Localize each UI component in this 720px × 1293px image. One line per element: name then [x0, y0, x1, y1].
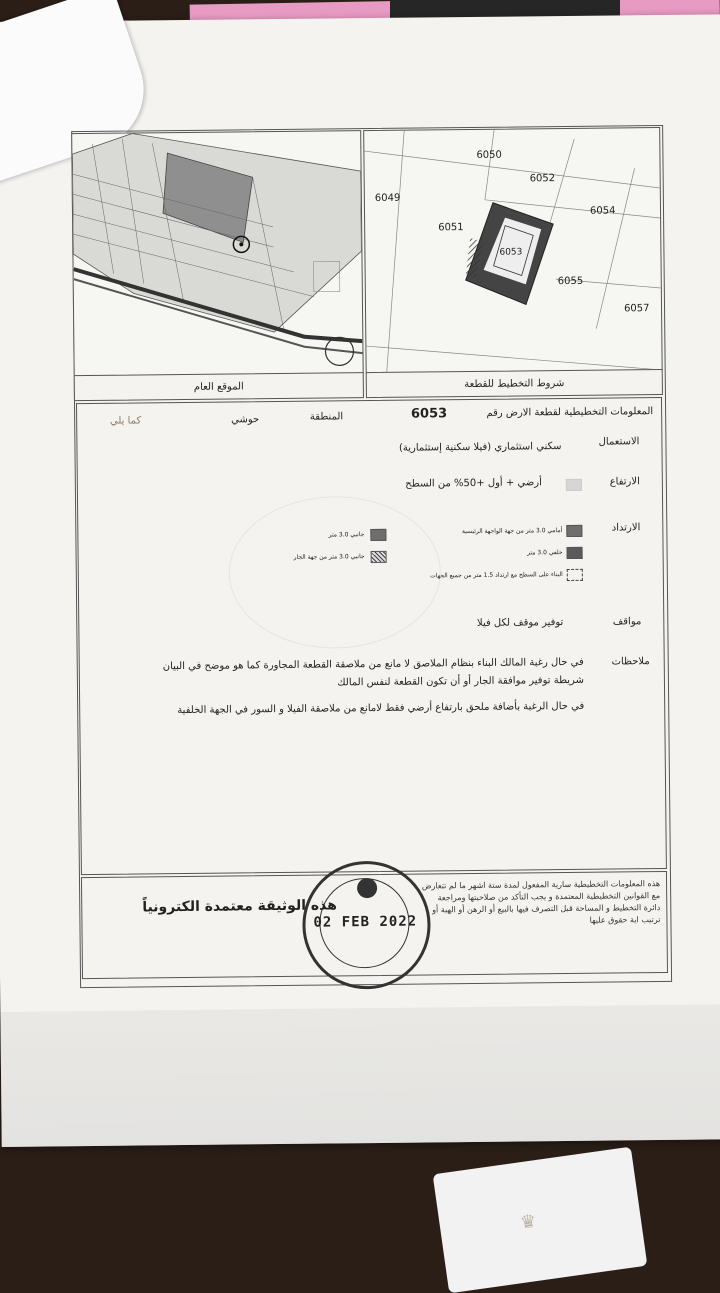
- validity-disclaimer: هذه المعلومات التخطيطية سارية المفعول لمدة ستة اشهر ما لم تتعارض مع القوانين التخطيطية المعتمدة و يجب التأكد من صلاحيتها ومراجعة دائرة التخطيط و المساحة قبل التصرف فيها بالبيع أو الرهن أو الهبة أو ترتيب اية حقوق عليها: [421, 879, 661, 925]
- paper-cup: [433, 1147, 648, 1293]
- setback-label: الارتداد: [611, 522, 641, 534]
- usage-label: الاستعمال: [598, 436, 640, 448]
- side-setback-swatch: [370, 529, 386, 541]
- certified-text: هذه الوثيقة معتمدة الكترونياً: [142, 897, 337, 916]
- plot-conditions-caption: شروط التخطيط للقطعة: [366, 369, 663, 398]
- plot-label-6050: 6050: [476, 149, 502, 161]
- height-swatch: [566, 479, 582, 491]
- general-location-map: [71, 130, 364, 377]
- cup-logo-icon: ♛: [518, 1210, 538, 1234]
- footer-section: [81, 871, 668, 979]
- emblem-icon: [357, 878, 377, 898]
- height-value: أرضي + أول +50% من السطح: [405, 477, 542, 490]
- plot-label-6052: 6052: [529, 173, 556, 185]
- notes-label: ملاحظات: [611, 656, 650, 668]
- note-2: شريطة توفير موافقة الجار أو أن تكون القطعة لنفس المالك: [337, 674, 584, 689]
- paper-shadow: [0, 1004, 720, 1147]
- roof-setback-text: البناء على السطح مع ارتداد 1.5 متر من جميع الجهات: [430, 571, 563, 580]
- plot-drawing: [364, 128, 662, 373]
- official-stamp: [302, 860, 431, 989]
- general-location-caption: الموقع العام: [74, 372, 364, 401]
- height-label: الارتفاع: [609, 476, 640, 488]
- document-sheet: [0, 14, 720, 1147]
- note-3: في حال الرغبة بأضافة ملحق بارتفاع أرضي فقط لامانع من ملاصقة الفيلا و السور في الجهة الخلفية: [177, 700, 585, 717]
- stamp-date: 02 FEB 2022: [313, 913, 418, 931]
- rear-setback-text: خلفي 3.0 متر: [527, 549, 563, 557]
- side-neighbor-text: جانبي 3.0 متر من جهة الجار: [293, 553, 365, 561]
- side-neighbor-swatch: [371, 551, 387, 563]
- plot-label-6053: 6053: [499, 247, 523, 258]
- front-setback-swatch: [566, 525, 582, 537]
- rear-setback-swatch: [567, 547, 583, 559]
- plot-label-6049: 6049: [374, 192, 401, 204]
- plot-label-6057: 6057: [623, 303, 650, 315]
- plot-label-6051: 6051: [438, 222, 464, 234]
- note-1: في حال رغبة المالك البناء بنظام الملاصق لا مانع من ملاصقة القطعة المجاورة كما هو موضح في البيان: [162, 656, 584, 673]
- plot-label-6054: 6054: [589, 205, 616, 217]
- extra-text: كما يلي: [109, 415, 142, 427]
- plot-number: 6053: [410, 406, 448, 422]
- usage-value: سكني استثماري (فيلا سكنية إستثمارية): [398, 441, 562, 454]
- planning-info-section: [76, 397, 667, 875]
- front-setback-text: أمامي 3.0 متر من جهة الواجهة الرئيسية: [461, 527, 563, 536]
- info-heading: المعلومات التخطيطية لقطعة الارض رقم: [486, 406, 654, 419]
- side-setback-text: جانبي 3.0 متر: [328, 531, 365, 539]
- faint-watermark-seal: [228, 495, 442, 649]
- parking-label: مواقف: [612, 616, 642, 628]
- parking-value: توفير موقف لكل فيلا: [476, 617, 564, 629]
- area-value: حوشي: [231, 414, 260, 426]
- plot-conditions-map: [363, 127, 663, 374]
- roof-setback-swatch: [567, 569, 583, 581]
- site-map-drawing: [72, 131, 363, 376]
- plot-label-6055: 6055: [557, 275, 584, 288]
- area-label: المنطقة: [309, 411, 344, 423]
